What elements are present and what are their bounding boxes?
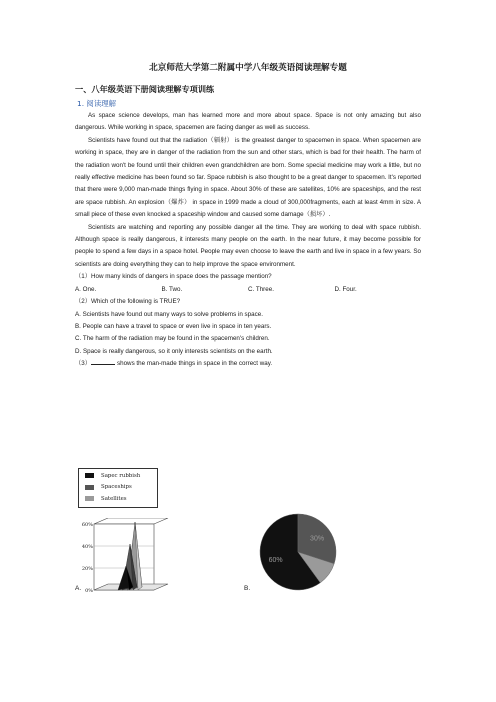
legend-label: Spaceships: [101, 484, 132, 490]
chart-back-wall: [94, 518, 168, 524]
q1-option-d[interactable]: D. Four.: [334, 285, 357, 293]
q1-option-a[interactable]: A. One.: [75, 285, 97, 293]
legend-item: [85, 471, 157, 481]
pie-slice-label: 30%: [310, 535, 325, 543]
question-type-heading: [77, 98, 116, 109]
section-heading: 一、八年级英语下册阅读理解专项训练: [75, 84, 215, 94]
question-2-stem: （2）Which of the following is TRUE?: [75, 298, 181, 306]
y-tick-label: 0%: [85, 588, 93, 594]
question-3-stem: [75, 358, 421, 370]
legend-swatch: [85, 473, 94, 478]
q2-option-c[interactable]: C. The harm of the radiation may be found in the spacemen's children.: [75, 335, 270, 343]
option-a-3d-chart: [80, 518, 170, 596]
option-b-pie-chart: [258, 512, 338, 592]
q1-option-c[interactable]: C. Three.: [248, 285, 274, 293]
option-b-label[interactable]: B.: [244, 585, 251, 592]
legend-label: Satellites: [101, 495, 127, 502]
question-1-options: [75, 284, 421, 296]
passage-paragraph: Scientists are watching and reporting any possible danger all the time. They are working to deal with space rubbish. Although space is really dangerous, it interests many people on the earth. In the near future, it may become possible for people to spend a few days in a space hotel. People may even choose to leave the earth and live in space in a few years. So scientists are doing everything they can to help improve the space environment.: [75, 223, 421, 268]
legend-swatch: [85, 485, 94, 490]
q2-option-a[interactable]: A. Scientists have found out many ways to solve problems in space.: [75, 310, 263, 318]
question-1-stem: （1）How many kinds of dangers in space does the passage mention?: [75, 273, 272, 281]
y-tick-label: 20%: [81, 566, 93, 572]
passage-paragraph: Scientists have found out that the radiation（辐射） is the greatest danger to spacemen in space. When spacemen are working in space, they are in danger of the radiation from the sun and other stars, which is bad for their health. The harm of the radiation won't be found until their children even grandchildren are born. Some special medicine may work a little, but no really effective medicine has been found so far. Space rubbish is also thought to be a great danger to spacemen. It's reported that there were 9,000 man-made things flying in space. About 30% of these are satellites, 10% are spaceships, and the rest are space rubbish. An explosion（爆炸） in space in 1999 made a cloud of 300,000fragments, each at least 4mm in size. A small piece of these even knocked a spaceship window and caused some damage（损坏）.: [75, 136, 421, 219]
y-tick-label: 40%: [81, 544, 93, 550]
q2-option-b[interactable]: B. People can have a travel to space or even live in space in ten years.: [75, 322, 272, 330]
legend-item: [85, 494, 157, 504]
pie-slice-label: 60%: [268, 556, 283, 564]
q3-prefix: （3）: [75, 360, 91, 368]
question-type: 阅读理解: [86, 99, 116, 108]
document-title: 北京师范大学第二附属中学八年级英语阅读理解专题: [149, 63, 347, 73]
q3-text: shows the man-made things in space in the correct way.: [116, 360, 273, 368]
reading-passage: [75, 110, 421, 371]
y-tick-label: 60%: [81, 522, 93, 528]
answer-blank: [91, 364, 115, 365]
legend-item: [85, 482, 157, 492]
legend-swatch: [85, 496, 94, 501]
question-number: 1.: [77, 99, 85, 108]
option-a-label[interactable]: A.: [75, 585, 82, 592]
passage-paragraph: As space science develops, man has learned more and more about space. Space is not only amazing but also dangerous. While working in space, spacemen are facing danger as well as success.: [75, 112, 421, 132]
q1-option-b[interactable]: B. Two.: [161, 285, 183, 293]
chart-legend: [78, 468, 158, 508]
legend-label: Sapec rubbish: [101, 472, 141, 479]
q2-option-d[interactable]: D. Space is really dangerous, so it only interests scientists on the earth.: [75, 347, 273, 355]
